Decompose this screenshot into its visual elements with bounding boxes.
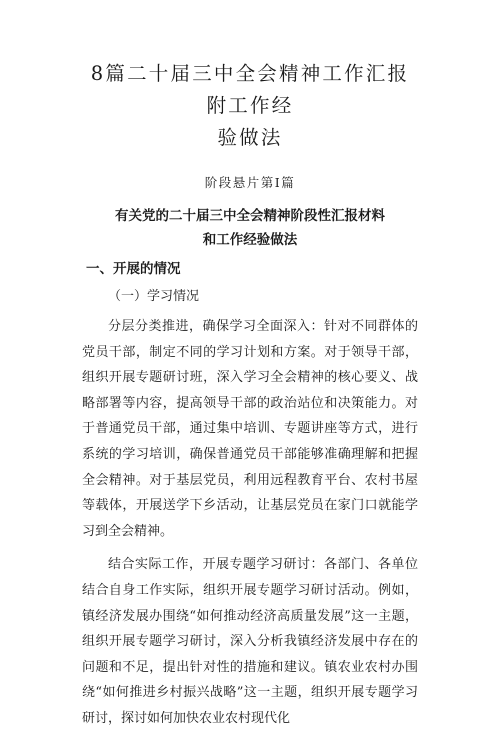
article-heading-line-2: 和工作经验做法 bbox=[202, 232, 298, 248]
article-heading bbox=[82, 204, 418, 252]
section-label: 阶段悬片第Ⅰ篇 bbox=[204, 175, 296, 190]
subsection-heading: （一）学习情况 bbox=[108, 289, 200, 304]
body-paragraph: 结合实际工作，开展专题学习研讨：各部门、各单位结合自身工作实际，组织开展专题学习研讨活动。例如，镇经济发展办围绕“如何推动经济高质量发展”这一主题，组织开展专题学习研讨，深入分析我镇经济发展中存在的问题和不足，提出针对性的措施和建议。镇农业农村办围绕“如何推进乡村振兴战略”这一主题，组织开展专题学习研讨，探讨如何加快农业农村现代化 bbox=[82, 557, 418, 726]
article-heading-line-1: 有关党的二十届三中全会精神阶段性汇报材料 bbox=[115, 208, 385, 224]
title-line-2: 验做法 bbox=[217, 126, 283, 149]
title-line-1: 8篇二十届三中全会精神工作汇报附工作经 bbox=[90, 62, 410, 117]
section-heading: 一、开展的情况 bbox=[86, 261, 181, 277]
body-paragraph: 分层分类推进，确保学习全面深入：针对不同群体的党员干部，制定不同的学习计划和方案。对于领导干部，组织开展专题研讨班，深入学习全会精神的核心要义、战略部署等内容，提高领导干部的政治站位和决策能力。对于普通党员干部，通过集中培训、专题讲座等方式，进行系统的学习培训，确保普通党员干部能够准确理解和把握全会精神。对于基层党员，利用远程教育平台、农村书屋等载体，开展送学下乡活动，让基层党员在家门口就能学习到全会精神。 bbox=[82, 319, 418, 539]
document-title bbox=[82, 58, 418, 154]
